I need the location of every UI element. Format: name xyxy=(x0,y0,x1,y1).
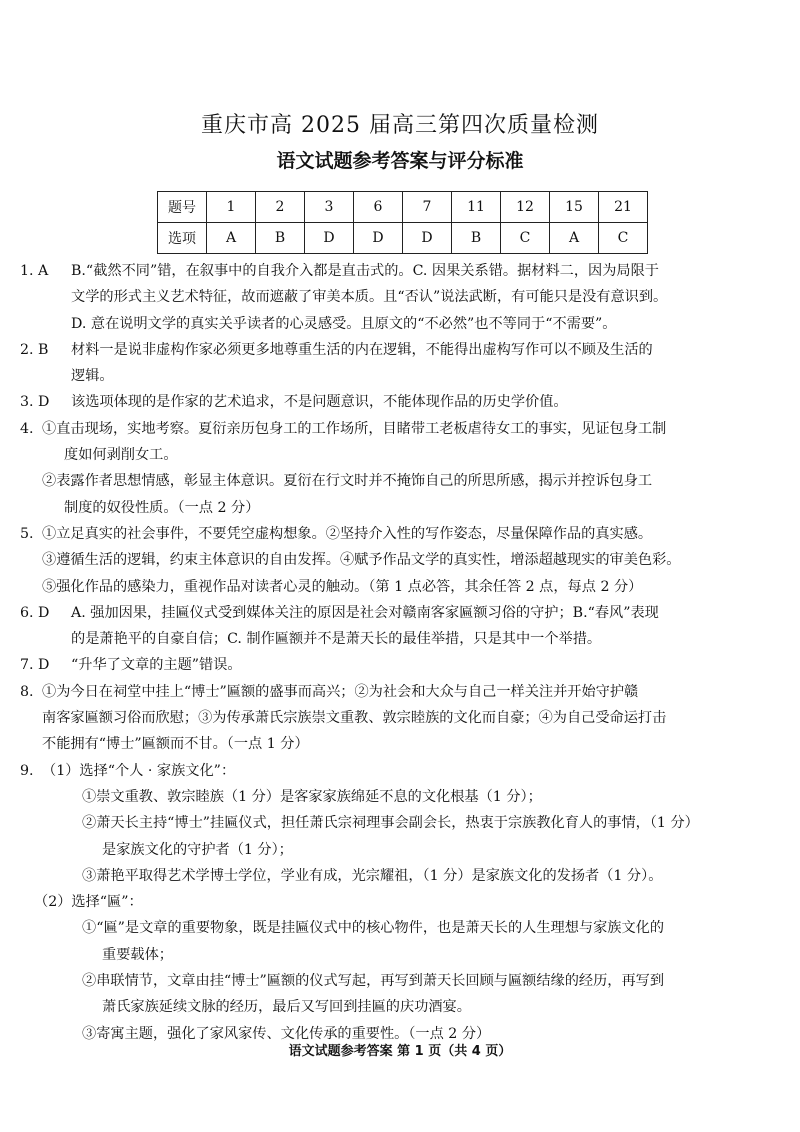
text-line: 文学的形式主义艺术特征，故而遮蔽了审美本质。且“否认”说法武断，有可能只是没有意识到。 xyxy=(71,289,668,306)
text-line: ③寄寓主题，强化了家风家传、文化传承的重要性。（一点 2 分） xyxy=(82,1025,491,1042)
text-line: 重要载体； xyxy=(102,946,173,963)
text-line: 是家族文化的守护者（1 分）； xyxy=(102,841,293,858)
question-number: 1 xyxy=(207,192,256,223)
answer-item-2 xyxy=(20,337,786,390)
section-heading: （1）选择“个人 · 家族文化”： xyxy=(42,762,236,779)
item-number: 4. xyxy=(20,420,34,437)
item-number: 5. xyxy=(20,525,34,542)
answer-choice: A xyxy=(550,223,599,254)
answer-item-1 xyxy=(20,258,786,337)
text-line: ②表露作者思想情感，彰显主体意识。夏衍在行文时并不掩饰自己的所思所感，揭示并控诉包身工 xyxy=(42,473,653,490)
row-label-numbers: 题号 xyxy=(158,192,207,223)
text-line: 的是萧艳平的自豪自信；C. 制作匾额并不是萧天长的最佳举措，只是其中一个举措。 xyxy=(71,631,602,648)
answer-choice: B xyxy=(452,223,501,254)
text-line: ①为今日在祠堂中挂上“博士”匾额的盛事而高兴；②为社会和大众与自己一样关注并开始守护赣 xyxy=(42,683,639,700)
question-number: 3 xyxy=(305,192,354,223)
answer-choice: C xyxy=(501,223,550,254)
text-line: ①崇文重教、敦宗睦族（1 分）是客家家族绵延不息的文化根基（1 分）； xyxy=(82,788,542,805)
text-line: “升华了文章的主题”错误。 xyxy=(71,657,242,674)
answer-item-6 xyxy=(20,600,786,653)
answer-item-7 xyxy=(20,652,786,678)
text-line: 该选项体现的是作家的艺术追求，不是问题意识，不能体现作品的历史学价值。 xyxy=(71,394,568,411)
text-line: 制度的奴役性质。（一点 2 分） xyxy=(64,499,260,516)
answer-item-3 xyxy=(20,389,786,415)
text-line: D. 意在说明文学的真实关乎读者的心灵感受。且原文的“不必然”也不等同于“不需要”。 xyxy=(71,315,617,332)
page-footer: 语文试题参考答案 第 1 页（共 4 页） xyxy=(288,1044,512,1059)
text-line: 萧氏家族延续文脉的经历，最后又写回到挂匾的庆功酒宴。 xyxy=(102,999,471,1016)
question-number: 7 xyxy=(403,192,452,223)
text-line: A. 强加因果，挂匾仪式受到媒体关注的原因是社会对赣南客家匾额习俗的守护；B.“春风”表现 xyxy=(71,604,659,621)
answer-choice: D xyxy=(305,223,354,254)
answer-table-row-numbers xyxy=(158,192,648,223)
answer-choice: D xyxy=(403,223,452,254)
answer-explanations xyxy=(20,258,786,1047)
text-line: ②串联情节，文章由挂“博士”匾额的仪式写起，再写到萧天长回顾与匾额结缘的经历，再写到 xyxy=(82,973,665,990)
answer-choice: B xyxy=(256,223,305,254)
item-number: 2. B xyxy=(20,341,49,358)
answer-choice: C xyxy=(599,223,648,254)
question-number: 15 xyxy=(550,192,599,223)
text-line: ③萧艳平取得艺术学博士学位，学业有成，光宗耀祖，（1 分）是家族文化的发扬者（1 分）。 xyxy=(82,867,663,884)
answer-choice: A xyxy=(207,223,256,254)
item-number: 7. D xyxy=(20,657,50,674)
text-line: 度如何剥削女工。 xyxy=(64,447,178,464)
answer-item-8 xyxy=(20,679,786,758)
text-line: 不能拥有“博士”匾额而不甘。（一点 1 分） xyxy=(42,736,309,753)
text-line: 南客家匾额习俗而欣慰；③为传承萧氏宗族崇文重教、敦宗睦族的文化而自豪；④为自己受命运打击 xyxy=(42,710,667,727)
question-number: 12 xyxy=(501,192,550,223)
item-number: 9. xyxy=(20,762,34,779)
page-title: 重庆市高 2025 届高三第四次质量检测 xyxy=(201,113,599,138)
answer-choice: D xyxy=(354,223,403,254)
answer-item-9 xyxy=(20,758,786,1047)
text-line: B.“截然不同”错，在叙事中的自我介入都是直击式的。C. 因果关系错。据材料二，因为局限于 xyxy=(71,263,659,279)
answer-table xyxy=(157,191,648,254)
item-number: 8. xyxy=(20,683,34,700)
item-number: 6. D xyxy=(20,604,50,621)
text-line: ⑤强化作品的感染力，重视作品对读者心灵的触动。（第 1 点必答，其余任答 2 点，每点 2 分） xyxy=(42,578,643,595)
question-number: 2 xyxy=(256,192,305,223)
text-line: 材料一是说非虚构作家必须更多地尊重生活的内在逻辑，不能得出虚构写作可以不顾及生活的 xyxy=(71,341,653,358)
question-number: 11 xyxy=(452,192,501,223)
answer-item-5 xyxy=(20,521,786,600)
answer-item-4 xyxy=(20,416,786,521)
text-line: ①“匾”是文章的重要物象，既是挂匾仪式中的核心物件，也是萧天长的人生理想与家族文化的 xyxy=(82,920,665,937)
text-line: ①直击现场，实地考察。夏衍亲历包身工的工作场所，目睹带工老板虐待女工的事实，见证包身工制 xyxy=(42,420,667,437)
text-line: ②萧天长主持“博士”挂匾仪式，担任萧氏宗祠理事会副会长，热衷于宗族教化育人的事情，（1 分） xyxy=(82,815,699,832)
page-subtitle: 语文试题参考答案与评分标准 xyxy=(276,150,524,172)
row-label-choices: 选项 xyxy=(158,223,207,254)
question-number: 21 xyxy=(599,192,648,223)
item-number: 3. D xyxy=(20,394,50,411)
section-heading: （2）选择“匾”： xyxy=(34,894,143,911)
text-line: ③遵循生活的逻辑，约束主体意识的自由发挥。④赋予作品文学的真实性，增添超越现实的审美色彩。 xyxy=(42,552,681,569)
text-line: ①立足真实的社会事件，不要凭空虚构想象。②坚持介入性的写作姿态，尽量保障作品的真实感。 xyxy=(42,525,653,542)
text-line: 逻辑。 xyxy=(71,368,114,385)
item-number: 1. A xyxy=(20,263,49,279)
answer-table-row-choices xyxy=(158,223,648,254)
question-number: 6 xyxy=(354,192,403,223)
